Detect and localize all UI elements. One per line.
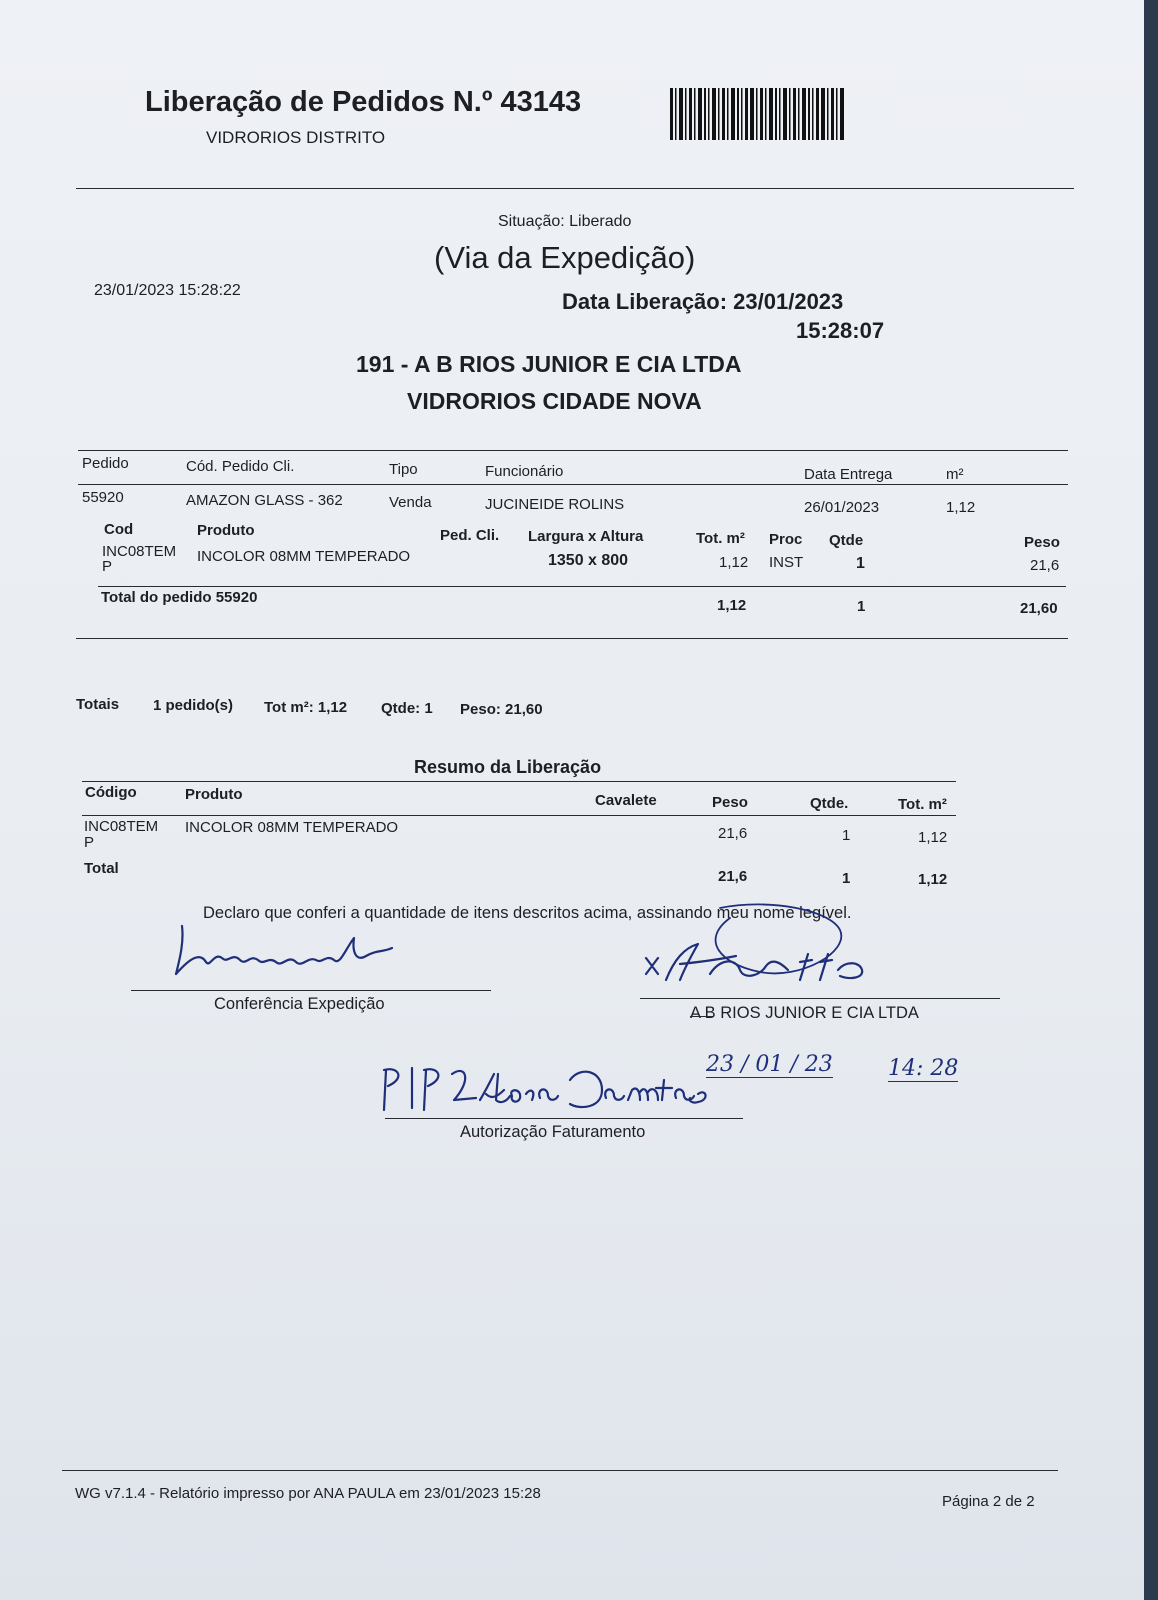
summary-row-qtde: 1 <box>842 827 851 844</box>
release-time: 15:28:07 <box>796 318 885 343</box>
item-produto: INCOLOR 08MM TEMPERADO <box>197 548 411 565</box>
summary-col-produto: Produto <box>185 786 243 803</box>
items-col-cod: Cod <box>104 521 134 538</box>
order-data-entrega: 26/01/2023 <box>804 499 880 516</box>
declaration-text: Declaro que conferi a quantidade de itens descritos acima, assinando meu nome legível. <box>203 904 852 922</box>
item-qtde: 1 <box>856 555 865 572</box>
order-total-label: Total do pedido 55920 <box>101 589 258 606</box>
order-total-rule <box>98 586 1066 587</box>
conferencia-signature-line <box>131 990 491 991</box>
client-signature-label: A B RIOS JUNIOR E CIA LTDA <box>690 1004 919 1022</box>
company-name: VIDRORIOS DISTRITO <box>206 128 386 147</box>
order-pedido: 55920 <box>82 489 124 506</box>
col-funcionario: Funcionário <box>485 463 564 480</box>
summary-title: Resumo da Liberação <box>414 757 602 777</box>
items-col-proc: Proc <box>769 531 803 548</box>
summary-total-peso: 21,6 <box>718 868 748 885</box>
barcode <box>670 88 846 140</box>
items-col-largura-altura: Largura x Altura <box>528 528 644 545</box>
autorizacao-signature-line <box>385 1118 743 1119</box>
totals-peso: Peso: 21,60 <box>460 701 543 718</box>
order-m2: 1,12 <box>946 499 976 516</box>
footer-rule <box>62 1470 1058 1471</box>
autorizacao-label: Autorização Faturamento <box>460 1123 646 1141</box>
totals-tot-m2: Tot m²: 1,12 <box>264 699 348 716</box>
item-cod: INC08TEM <box>102 543 177 560</box>
footer-page-number: Página 2 de 2 <box>942 1493 1035 1510</box>
order-header-rule <box>78 484 1068 485</box>
order-tipo: Venda <box>389 494 432 511</box>
summary-total-qtde: 1 <box>842 870 851 887</box>
summary-row-tot-m2: 1,12 <box>918 829 948 846</box>
footer-printed-by: WG v7.1.4 - Relatório impresso por ANA PAULA em 23/01/2023 15:28 <box>75 1485 541 1502</box>
summary-top-rule <box>82 781 956 782</box>
order-cod-pedido-cli: AMAZON GLASS - 362 <box>186 492 343 509</box>
summary-total-label: Total <box>84 860 119 877</box>
summary-col-codigo: Código <box>85 784 137 801</box>
item-dimensions: 1350 x 800 <box>548 552 629 569</box>
signature-autorizacao <box>380 1060 720 1120</box>
item-proc: INST <box>769 554 804 571</box>
summary-row-codigo: INC08TEM <box>84 818 159 835</box>
client-signature-line <box>640 998 1000 999</box>
status-label: Situação: Liberado <box>498 213 632 230</box>
summary-row-produto: INCOLOR 08MM TEMPERADO <box>185 819 399 836</box>
totals-pedidos: 1 pedido(s) <box>153 697 234 714</box>
items-col-ped-cli: Ped. Cli. <box>440 527 500 544</box>
summary-col-tot-m2: Tot. m² <box>898 796 947 813</box>
items-col-qtde: Qtde <box>829 532 864 549</box>
release-date: Data Liberação: 23/01/2023 <box>562 289 844 314</box>
summary-row-codigo-cont: P <box>84 834 95 851</box>
totals-qtde: Qtde: 1 <box>381 700 433 717</box>
order-total-tot-m2: 1,12 <box>717 597 747 614</box>
summary-total-tot-m2: 1,12 <box>918 871 948 888</box>
print-timestamp: 23/01/2023 15:28:22 <box>94 282 241 299</box>
order-funcionario: JUCINEIDE ROLINS <box>485 496 625 513</box>
signature-conferencia <box>170 918 410 988</box>
header-divider <box>76 188 1074 189</box>
order-total-peso: 21,60 <box>1020 600 1058 617</box>
client-name: 191 - A B RIOS JUNIOR E CIA LTDA <box>356 351 742 377</box>
items-col-tot-m2: Tot. m² <box>696 530 745 547</box>
summary-col-cavalete: Cavalete <box>595 792 657 809</box>
order-block-bottom-rule <box>76 638 1068 639</box>
summary-header-rule <box>82 815 956 816</box>
col-m2: m² <box>946 466 964 483</box>
handwritten-date: 23 / 01 / 23 <box>706 1052 833 1077</box>
handwritten-time: 14: 28 <box>888 1056 959 1081</box>
document-title: Liberação de Pedidos N.º 43143 <box>145 86 582 118</box>
col-data-entrega: Data Entrega <box>804 466 893 483</box>
totals-label: Totais <box>76 696 120 713</box>
col-cod-pedido-cli: Cód. Pedido Cli. <box>186 458 295 475</box>
order-table-top-rule <box>78 450 1068 451</box>
items-col-peso: Peso <box>1024 534 1060 551</box>
summary-col-peso: Peso <box>712 794 748 811</box>
summary-col-qtde: Qtde. <box>810 795 849 812</box>
item-cod-cont: P <box>102 558 113 575</box>
summary-row-peso: 21,6 <box>718 825 748 842</box>
items-col-produto: Produto <box>197 522 255 539</box>
col-pedido: Pedido <box>82 455 129 472</box>
client-store: VIDRORIOS CIDADE NOVA <box>407 388 702 414</box>
col-tipo: Tipo <box>389 461 418 478</box>
copy-type: (Via da Expedição) <box>434 240 696 275</box>
item-peso: 21,6 <box>1030 557 1060 574</box>
conferencia-label: Conferência Expedição <box>214 995 385 1013</box>
signature-client <box>640 900 880 1000</box>
order-total-qtde: 1 <box>857 598 866 615</box>
item-tot-m2: 1,12 <box>719 554 749 571</box>
client-label-strike <box>690 1016 714 1017</box>
